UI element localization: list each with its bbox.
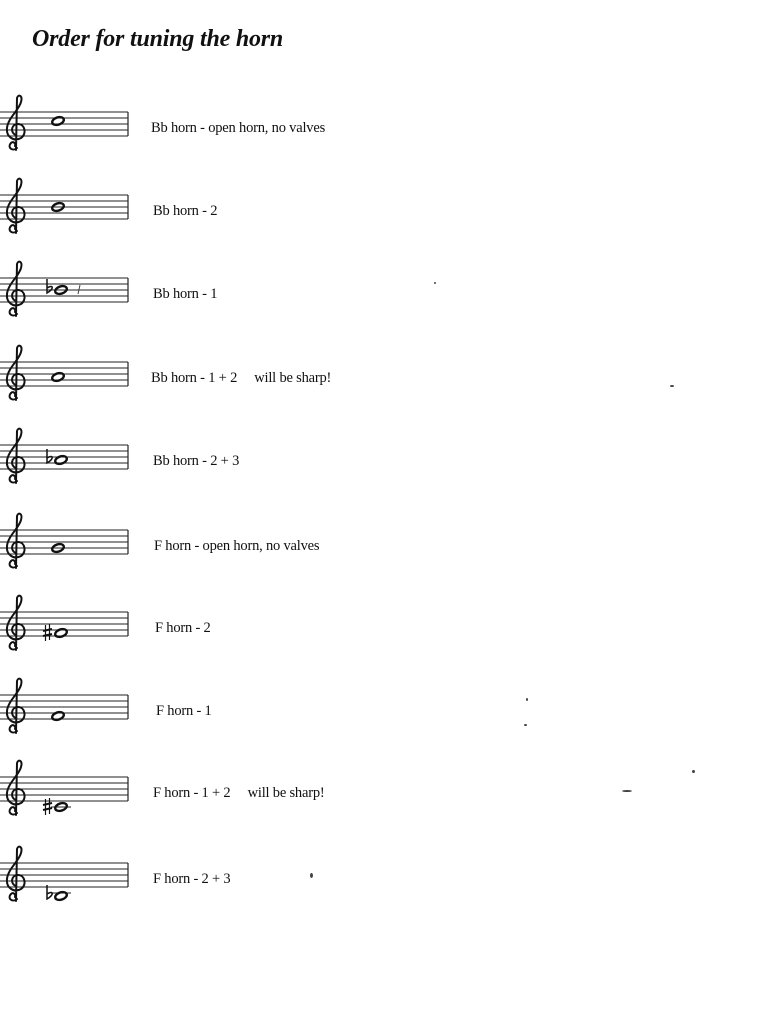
treble-clef-icon bbox=[7, 429, 25, 483]
scan-speck bbox=[524, 724, 527, 726]
tuning-label: Bb horn - 2 bbox=[153, 203, 218, 219]
tuning-label: F horn - 1 bbox=[156, 703, 212, 719]
whole-note bbox=[51, 116, 65, 127]
music-staff bbox=[0, 510, 140, 590]
scan-speck bbox=[670, 385, 674, 387]
music-staff bbox=[0, 757, 140, 837]
whole-note bbox=[54, 891, 68, 902]
sharp-stroke bbox=[43, 808, 52, 810]
music-staff bbox=[0, 675, 140, 755]
treble-clef-icon bbox=[7, 596, 25, 650]
music-staff bbox=[0, 342, 140, 422]
tuning-row bbox=[0, 425, 768, 505]
treble-clef-icon bbox=[7, 679, 25, 733]
tuning-row bbox=[0, 510, 768, 590]
treble-clef-icon bbox=[7, 346, 25, 400]
scan-speck bbox=[692, 770, 695, 773]
music-staff bbox=[0, 425, 140, 505]
tuning-row bbox=[0, 258, 768, 338]
scan-speck bbox=[310, 873, 313, 878]
tuning-label: F horn - 1 + 2 will be sharp! bbox=[153, 785, 325, 801]
tuning-label: F horn - 2 bbox=[155, 620, 211, 636]
tuning-label: Bb horn - 1 bbox=[153, 286, 218, 302]
tuning-label: Bb horn - 2 + 3 bbox=[153, 453, 240, 469]
sharp-stroke bbox=[43, 629, 52, 631]
music-staff bbox=[0, 175, 140, 255]
page-title: Order for tuning the horn bbox=[32, 26, 284, 52]
tuning-label: Bb horn - 1 + 2 will be sharp! bbox=[151, 370, 332, 386]
treble-clef-icon bbox=[7, 761, 25, 815]
treble-clef-icon bbox=[7, 262, 25, 316]
treble-clef-icon bbox=[7, 179, 25, 233]
tuning-label: Bb horn - open horn, no valves bbox=[151, 120, 326, 136]
whole-note bbox=[54, 455, 68, 466]
sharp-icon bbox=[43, 624, 52, 641]
music-staff bbox=[0, 592, 140, 672]
tuning-row bbox=[0, 592, 768, 672]
music-staff bbox=[0, 258, 140, 338]
scan-speck bbox=[526, 698, 528, 701]
treble-clef-icon bbox=[7, 514, 25, 568]
sharp-stroke bbox=[43, 803, 52, 805]
whole-note bbox=[51, 372, 65, 383]
tuning-row bbox=[0, 843, 768, 923]
tuning-row bbox=[0, 175, 768, 255]
tuning-row bbox=[0, 757, 768, 837]
flat-icon bbox=[47, 279, 52, 293]
tuning-label: F horn - 2 + 3 bbox=[153, 871, 231, 887]
treble-clef-icon bbox=[7, 847, 25, 901]
tuning-row bbox=[0, 342, 768, 422]
music-staff bbox=[0, 92, 140, 172]
whole-note bbox=[51, 711, 65, 722]
scan-speck bbox=[434, 282, 436, 284]
treble-clef-icon bbox=[7, 96, 25, 150]
scan-speck bbox=[622, 790, 632, 792]
tuning-row bbox=[0, 675, 768, 755]
tuning-label: F horn - open horn, no valves bbox=[154, 538, 320, 554]
tuning-row bbox=[0, 92, 768, 172]
music-staff bbox=[0, 843, 140, 923]
whole-note bbox=[54, 628, 68, 639]
